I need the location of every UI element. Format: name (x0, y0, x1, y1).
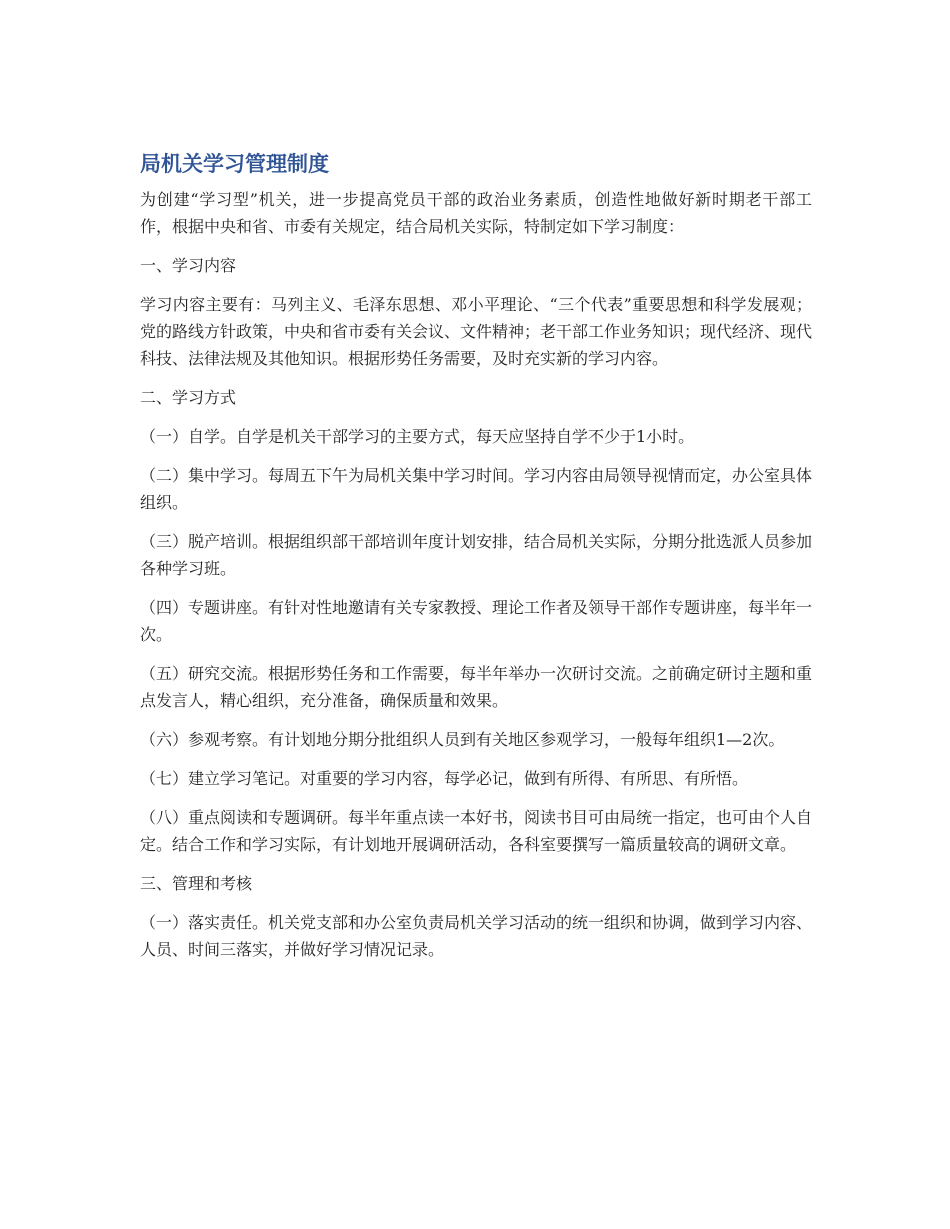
paragraph: 学习内容主要有：马列主义、毛泽东思想、邓小平理论、“三个代表”重要思想和科学发展观；党的路线方针政策，中央和省市委有关会议、文件精神；老干部工作业务知识；现代经济、现代科技、法律法规及其他知识。根据形势任务需要，及时充实新的学习内容。 (140, 295, 813, 368)
paragraph: （八）重点阅读和专题调研。每半年重点读一本好书，阅读书目可由局统一指定，也可由个人自定。结合工作和学习实际，有计划地开展调研活动，各科室要撰写一篇质量较高的调研文章。 (140, 808, 813, 854)
section-heading: 二、学习方式 (140, 388, 237, 407)
paragraph: （一）落实责任。机关党支部和办公室负责局机关学习活动的统一组织和协调，做到学习内容、人员、时间三落实，并做好学习情况记录。 (140, 913, 813, 959)
section-heading: 三、管理和考核 (140, 874, 253, 893)
document-title: 局机关学习管理制度 (140, 152, 329, 176)
paragraph: （二）集中学习。每周五下午为局机关集中学习时间。学习内容由局领导视情而定，办公室具体组织。 (140, 466, 813, 512)
paragraph: （五）研究交流。根据形势任务和工作需要，每半年举办一次研讨交流。之前确定研讨主题和重点发言人，精心组织，充分准备，确保质量和效果。 (140, 664, 813, 710)
section-management (140, 870, 812, 963)
paragraph: （六）参观考察。有计划地分期分批组织人员到有关地区参观学习，一般每年组织1—2次。 (140, 730, 785, 749)
paragraph: （四）专题讲座。有针对性地邀请有关专家教授、理论工作者及领导干部作专题讲座，每半年一次。 (140, 598, 813, 644)
document-page (140, 148, 812, 975)
section-content (140, 252, 812, 372)
section-heading: 一、学习内容 (140, 256, 237, 275)
paragraph: （七）建立学习笔记。对重要的学习内容，每学必记，做到有所得、有所思、有所悟。 (140, 769, 749, 788)
paragraph: （一）自学。自学是机关干部学习的主要方式，每天应坚持自学不少于1小时。 (140, 427, 695, 446)
section-methods (140, 384, 812, 858)
paragraph: （三）脱产培训。根据组织部干部培训年度计划安排，结合局机关实际，分期分批选派人员参加各种学习班。 (140, 532, 813, 578)
intro-paragraph: 为创建“学习型”机关，进一步提高党员干部的政治业务素质，创造性地做好新时期老干部工作，根据中央和省、市委有关规定，结合局机关实际，特制定如下学习制度： (140, 190, 812, 236)
